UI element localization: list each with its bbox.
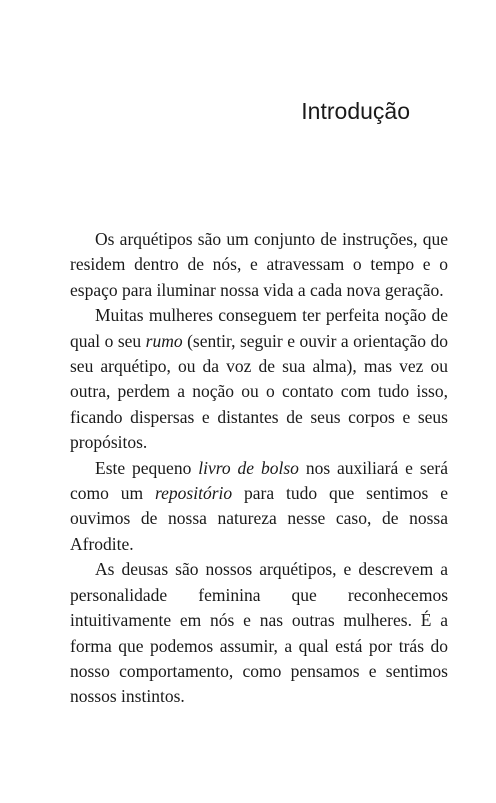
paragraph-3-text-middle: nos auxiliará e será como um [70, 457, 449, 504]
paragraph-2-text-after: (sentir, seguir e ouvir a orientação do seu arquétipo, ou da voz de sua alma), mas vez ou outra, perdem a noção ou o contato com tudo isso, ficando dispersas e distantes de seus corpos e seus propósitos. [70, 330, 448, 453]
italic-term-livro-de-bolso: livro de bolso [198, 457, 299, 478]
paragraph-3-text-after: para tudo que sentimos e ouvimos de nossa natureza nesse caso, de nossa Afrodite. [70, 483, 448, 554]
paragraph-1 [70, 227, 448, 303]
italic-term-repositorio: repositório [155, 483, 233, 504]
paragraph-4 [70, 557, 448, 709]
paragraph-3-text-before: Este pequeno [95, 457, 199, 478]
paragraph-2 [70, 303, 448, 455]
body-text [70, 227, 448, 710]
paragraph-1-text: Os arquétipos são um conjunto de instruções, que residem dentro de nós, e atravessam o tempo e o espaço para iluminar nossa vida a cada nova geração. [70, 229, 448, 300]
chapter-title: Introdução [301, 98, 410, 124]
paragraph-3 [70, 456, 448, 558]
paragraph-2-text-before: Muitas mulheres conseguem ter perfeita noção de qual o seu [70, 305, 448, 351]
paragraph-4-text: As deusas são nossos arquétipos, e descrevem a personalidade feminina que reconhecemos intuitivamente em nós e nas outras mulheres. É a forma que podemos assumir, a qual está por trás do nosso comportamento, como pensamos e sentimos nossos instintos. [70, 559, 448, 707]
italic-term-rumo: rumo [145, 330, 183, 351]
